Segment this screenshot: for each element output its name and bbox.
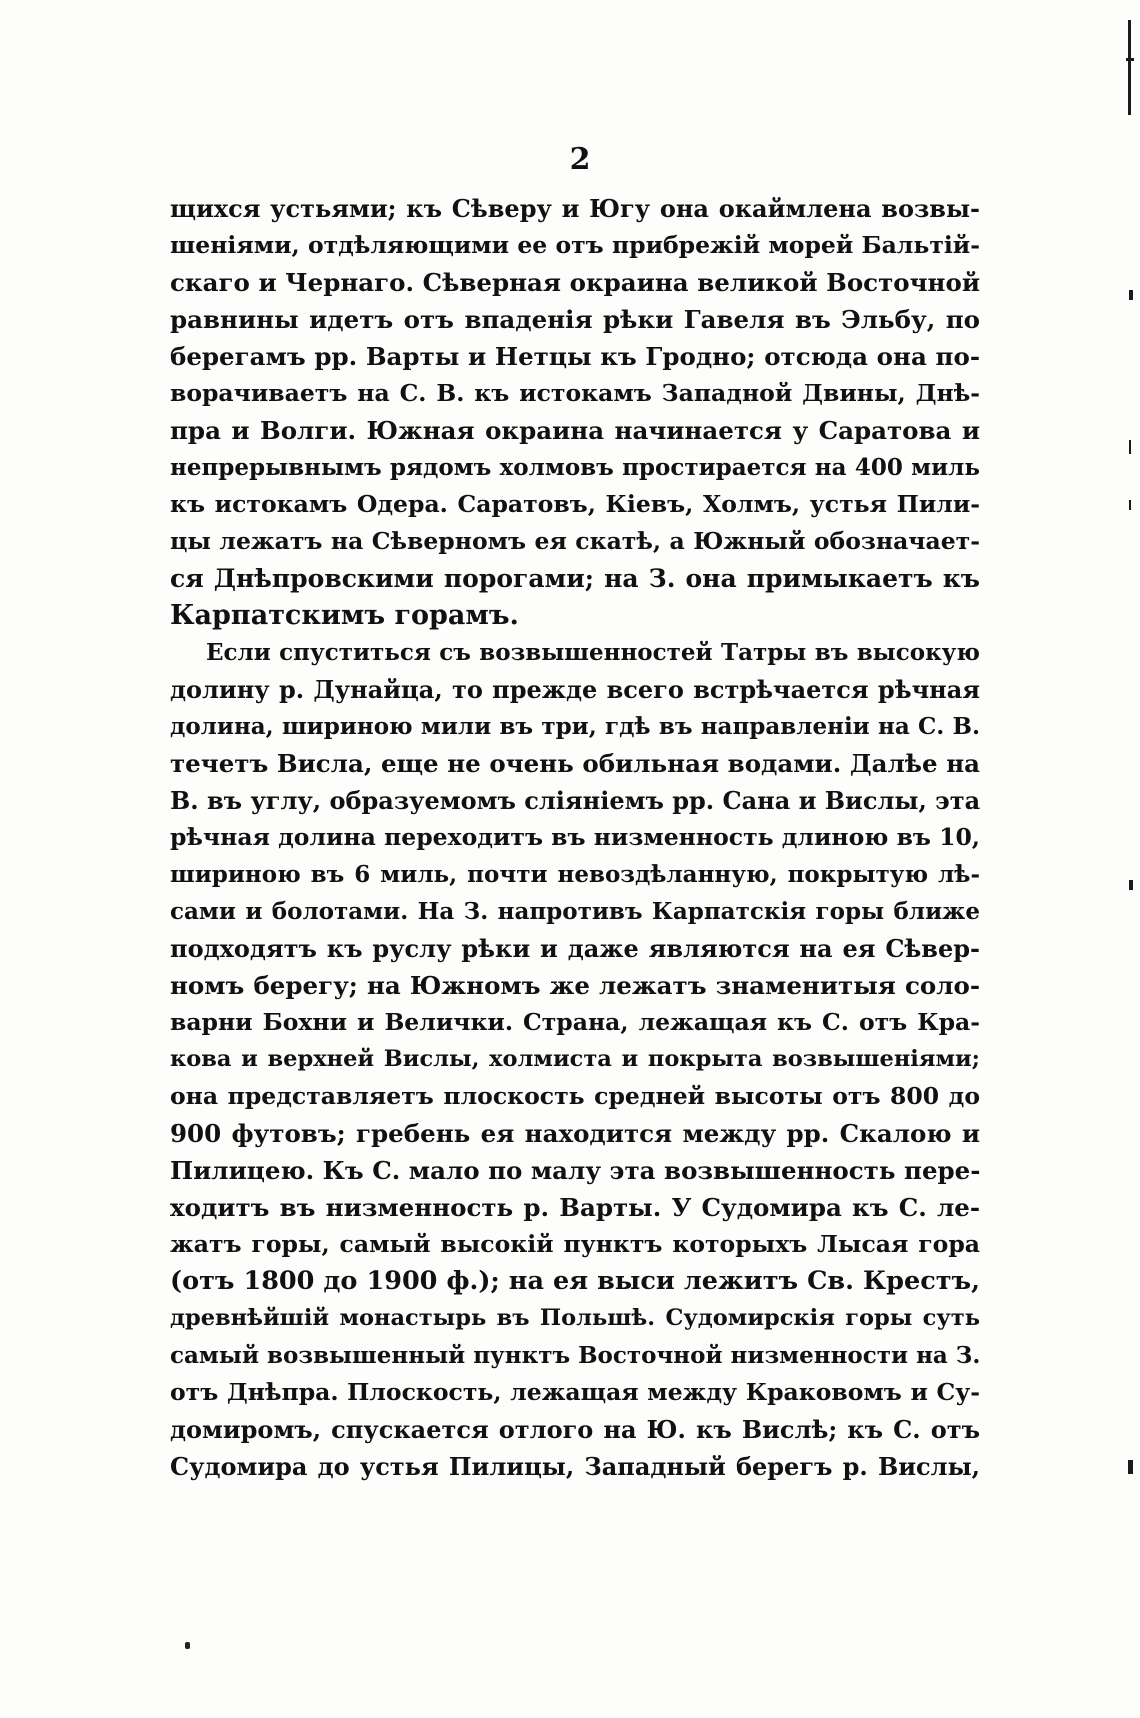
page-edge-shadow <box>1124 0 1140 1718</box>
text-line: Судомира до устья Пилицы, Западный берегъ р. Вислы, <box>170 1452 980 1481</box>
text-line: къ истокамъ Одера. Саратовъ, Кіевъ, Холмъ, устья Пили- <box>170 490 980 518</box>
text-line: ворачиваетъ на С. В. къ истокамъ Западной Двины, Днѣ- <box>170 379 980 407</box>
edge-mark <box>1129 440 1131 454</box>
edge-mark <box>1126 58 1134 61</box>
text-line: (отъ 1800 до 1900 ф.); на ея выси лежитъ Св. Крестъ, <box>170 1266 980 1296</box>
text-line: шеніями, отдѣляющими ее отъ прибрежій морей Бальтій- <box>170 231 980 259</box>
edge-mark <box>1128 1460 1133 1474</box>
text-line-paragraph-end: Карпатскимъ горамъ. <box>170 600 519 631</box>
text-line: варни Бохни и Велички. Страна, лежащая къ С. отъ Кра- <box>170 1008 980 1036</box>
text-line: Пилицею. Къ С. мало по малу эта возвышенность пере- <box>170 1156 980 1185</box>
page-number: 2 <box>569 142 591 177</box>
edge-mark <box>1129 500 1131 510</box>
text-line: берегамъ рр. Варты и Нетцы къ Гродно; отсюда она по- <box>170 342 980 371</box>
text-line: домиромъ, спускается отлого на Ю. къ Вислѣ; къ С. отъ <box>170 1415 980 1444</box>
text-line: В. въ углу, образуемомъ сліяніемъ рр. Сана и Вислы, эта <box>170 786 980 815</box>
text-line: подходятъ къ руслу рѣки и даже являются на ея Сѣвер- <box>170 934 980 963</box>
text-line: древнѣйшій монастырь въ Польшѣ. Судомирскія горы суть <box>170 1305 980 1331</box>
text-line: кова и верхней Вислы, холмиста и покрыта возвышеніями; <box>170 1046 980 1072</box>
text-line: сами и болотами. На З. напротивъ Карпатскія горы ближе <box>170 898 980 925</box>
edge-mark <box>1129 880 1133 890</box>
text-line: ходитъ въ низменность р. Варты. У Судомира къ С. ле- <box>170 1193 980 1222</box>
text-line: течетъ Висла, еще не очень обильная водами. Далѣе на <box>170 749 980 778</box>
text-line: жатъ горы, самый высокій пунктъ которыхъ Лысая гора <box>170 1230 980 1258</box>
text-line: отъ Днѣпра. Плоскость, лежащая между Краковомъ и Су- <box>170 1378 980 1406</box>
text-line: скаго и Чернаго. Сѣверная окраина великой Восточной <box>170 268 980 297</box>
text-line: пра и Волги. Южная окраина начинается у Саратова и <box>170 416 980 445</box>
text-line: она представляетъ плоскость средней высоты отъ 800 до <box>170 1082 980 1110</box>
text-line-paragraph-start: Если спуститься съ возвышенностей Татры въ высокую <box>206 639 980 666</box>
text-line: долину р. Дунайца, то прежде всего встрѣчается рѣчная <box>170 675 980 704</box>
text-line: рѣчная долина переходитъ въ низменность длиною въ 10, <box>170 823 980 851</box>
edge-mark <box>1129 290 1133 300</box>
body-text <box>170 190 980 1485</box>
text-line: щихся устьями; къ Сѣверу и Югу она окаймлена возвы- <box>170 194 980 223</box>
text-line: шириною въ 6 миль, почти невоздѣланную, покрытую лѣ- <box>170 861 980 888</box>
text-line: номъ берегу; на Южномъ же лежатъ знаменитыя соло- <box>170 971 980 1000</box>
text-line: 900 футовъ; гребень ея находится между рр. Скалою и <box>170 1119 980 1148</box>
text-line: долина, шириною мили въ три, гдѣ въ направленіи на С. В. <box>170 713 980 740</box>
ink-speck <box>185 1642 190 1649</box>
text-line: самый возвышенный пунктъ Восточной низменности на З. <box>170 1342 980 1369</box>
text-line: непрерывнымъ рядомъ холмовъ простирается на 400 миль <box>170 454 980 481</box>
text-line: равнины идетъ отъ впаденія рѣки Гавеля въ Эльбу, по <box>170 305 980 334</box>
edge-mark <box>1128 20 1131 115</box>
text-line: ся Днѣпровскими порогами; на З. она примыкаетъ къ <box>170 564 980 593</box>
text-line: цы лежатъ на Сѣверномъ ея скатѣ, а Южный обозначает- <box>170 527 980 555</box>
